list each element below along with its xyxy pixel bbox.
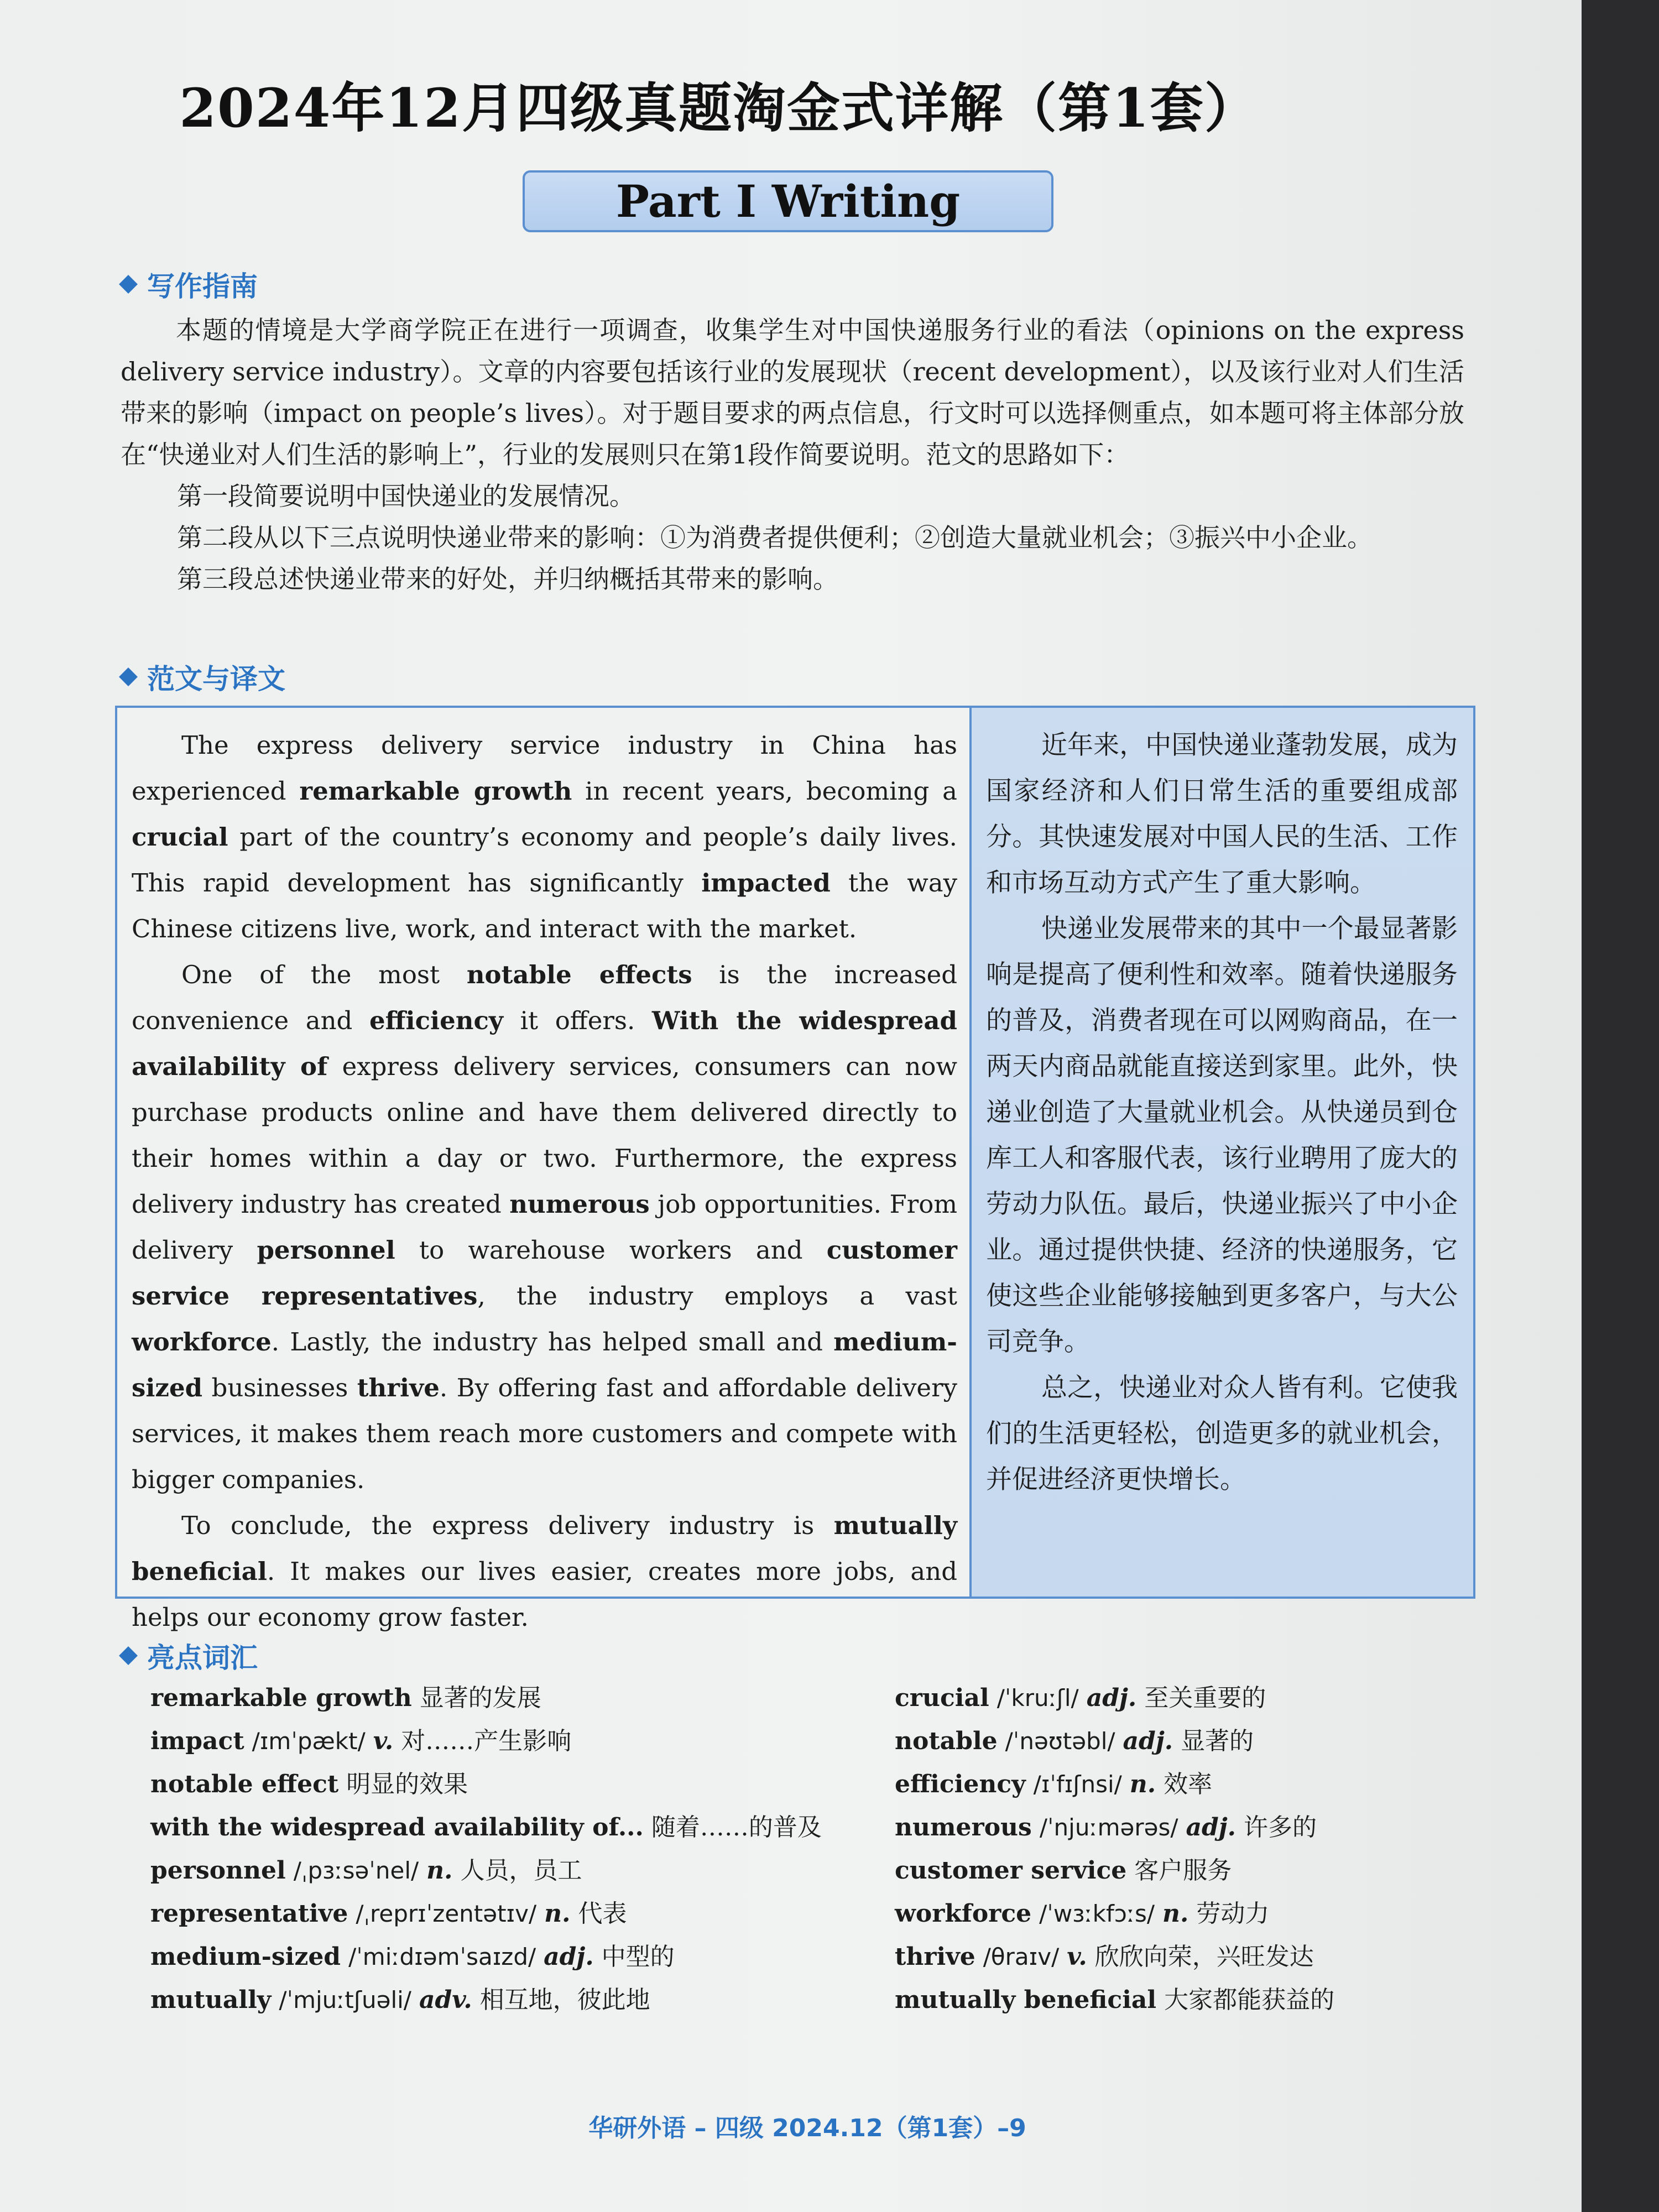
vocab-term: notable effect: [150, 1770, 339, 1798]
page-footer: 华研外语 – 四级 2024.12（第1套）–9: [588, 2114, 1026, 2142]
essay-box: [115, 706, 1475, 1632]
essay-text: . By offering fast and affordable delivery services, it makes them reach more customers and compete with bigger companies.: [132, 1373, 958, 1494]
vocab-meaning: 代表: [578, 1900, 627, 1928]
essay-en-paragraph: [132, 722, 957, 952]
highlight-term: numerous: [509, 1190, 650, 1219]
highlight-term: notable effects: [466, 960, 692, 989]
vocab-term: numerous: [895, 1813, 1032, 1841]
highlight-term: With the widespread availability of: [132, 1006, 957, 1081]
vocab-meaning: 相互地，彼此地: [479, 1986, 650, 2014]
essay-cn-paragraph: 总之，快递业对众人皆有利。它使我们的生活更轻松，创造更多的就业机会，并促进经济更快增长。: [986, 1373, 1458, 1495]
vocab-meaning: 大家都能获益的: [1164, 1986, 1335, 2014]
essay-english: [117, 708, 972, 1632]
essay-text: The express delivery service industry in China has experienced: [132, 731, 957, 806]
vocab-meaning: 明显的效果: [346, 1770, 468, 1798]
vocab-pronunciation: /ˈkruːʃl/: [997, 1684, 1079, 1712]
vocab-term: workforce: [895, 1900, 1032, 1928]
vocab-term: mutually beneficial: [895, 1986, 1157, 2014]
vocab-pronunciation: /ˈmiːdɪəmˈsaɪzd/: [348, 1943, 536, 1970]
diamond-bullet-icon: [119, 275, 138, 294]
essay-text: businesses: [202, 1373, 357, 1402]
essay-text: in recent years, becoming a: [572, 776, 957, 806]
vocab-pronunciation: /ˈmjuːtʃuəli/: [279, 1986, 411, 2013]
vocab-part-of-speech: n.: [1162, 1900, 1189, 1928]
vocab-term: personnel: [150, 1856, 286, 1885]
vocab-term: with the widespread availability of...: [150, 1813, 644, 1841]
essay-text: , the industry employs a vast: [477, 1281, 957, 1311]
page-title: 2024年12月四级真题淘金式详解（第1套）: [179, 77, 1259, 139]
vocab-meaning: 至关重要的: [1144, 1684, 1266, 1712]
guide-paragraph: 本题的情境是大学商学院正在进行一项调查，收集学生对中国快递服务行业的看法（opinions on the express delivery service industry）。文章的内容要包括该行业的发展现状（recent development），以及该行业对人们生活带来的影响（impact on people’s lives）。对于题目要求的两点信息，行文时可以选择侧重点，如本题可将主体部分放在“快递业对人们生活的影响上”，行业的发展则只在第1段作简要说明。范文的思路如下：: [121, 315, 1464, 469]
vocab-entry: [895, 1849, 1334, 1892]
vocab-meaning: 中型的: [601, 1943, 675, 1971]
vocab-entry: [895, 1720, 1334, 1763]
vocab-meaning: 欣欣向荣，兴旺发达: [1094, 1943, 1314, 1971]
vocab-entry: [150, 1936, 822, 1979]
vocab-part-of-speech: adj.: [544, 1943, 594, 1971]
vocab-part-of-speech: n.: [1129, 1770, 1156, 1798]
vocab-term: crucial: [895, 1684, 989, 1712]
essay-text: To conclude, the express delivery industry is: [181, 1511, 834, 1540]
vocab-list-left: [150, 1677, 822, 2022]
essay-cn-paragraph: 近年来，中国快递业蓬勃发展，成为国家经济和人们日常生活的重要组成部分。其快速发展对中国人民的生活、工作和市场互动方式产生了重大影响。: [986, 730, 1458, 898]
vocab-entry: [150, 1806, 822, 1849]
vocab-list-right: [895, 1677, 1334, 2022]
vocab-entry: [150, 1720, 822, 1763]
vocab-meaning: 显著的: [1181, 1727, 1254, 1755]
vocab-term: medium-sized: [150, 1943, 341, 1971]
vocab-term: efficiency: [895, 1770, 1026, 1798]
vocab-pronunciation: /ˌreprɪˈzentətɪv/: [356, 1900, 537, 1927]
highlight-term: mutually beneficial: [132, 1511, 957, 1586]
diamond-bullet-icon: [119, 667, 138, 686]
vocab-part-of-speech: n.: [544, 1900, 571, 1928]
essay-en-paragraph: [132, 952, 957, 1503]
guide-point: 第三段总述快递业带来的好处，并归纳概括其带来的影响。: [177, 564, 838, 594]
vocab-meaning: 许多的: [1244, 1813, 1317, 1841]
diamond-bullet-icon: [119, 1646, 138, 1665]
essay-text: . It makes our lives easier, creates more jobs, and helps our economy grow faster.: [132, 1557, 957, 1632]
essay-text: . Lastly, the industry has helped small and: [271, 1327, 834, 1357]
vocab-part-of-speech: n.: [426, 1856, 453, 1885]
essay-text: it offers.: [503, 1006, 652, 1035]
guide-point: 第二段从以下三点说明快递业带来的影响：①为消费者提供便利；②创造大量就业机会；③振兴中小企业。: [177, 523, 1373, 552]
highlight-term: crucial: [132, 822, 228, 852]
vocab-pronunciation: /ɪˈfɪʃnsi/: [1033, 1771, 1122, 1798]
highlight-term: workforce: [132, 1327, 272, 1357]
essay-text: the way Chinese citizens live, work, and interact with the market.: [132, 868, 957, 943]
highlight-term: personnel: [257, 1235, 395, 1265]
essay-chinese: [972, 708, 1473, 1597]
guide-point: 第一段简要说明中国快递业的发展情况。: [177, 481, 635, 511]
highlight-term: impacted: [701, 868, 831, 898]
vocab-meaning: 随着……的普及: [651, 1813, 822, 1841]
vocab-part-of-speech: adj.: [1186, 1813, 1236, 1841]
essay-heading: [122, 657, 285, 697]
vocab-term: representative: [150, 1900, 348, 1928]
vocab-entry: [895, 1806, 1334, 1849]
highlight-term: efficiency: [369, 1006, 504, 1035]
vocab-pronunciation: /ˈnjuːmərəs/: [1039, 1814, 1178, 1841]
vocab-part-of-speech: adv.: [419, 1986, 472, 2014]
vocab-entry: [895, 1763, 1334, 1806]
essay-text: to warehouse workers and: [395, 1235, 827, 1265]
vocab-meaning: 客户服务: [1134, 1856, 1232, 1885]
vocab-entry: [150, 1979, 822, 2022]
highlight-term: remarkable growth: [299, 776, 572, 806]
vocab-part-of-speech: v.: [373, 1727, 394, 1755]
writing-guide: [121, 310, 1464, 600]
essay-cn-paragraph: 快递业发展带来的其中一个最显著影响是提高了便利性和效率。随着快递服务的普及，消费者现在可以网购商品，在一两天内商品就能直接送到家里。此外，快递业创造了大量就业机会。从快递员到仓库工人和客服代表，该行业聘用了庞大的劳动力队伍。最后，快递业振兴了中小企业。通过提供快捷、经济的快递服务，它使这些企业能够接触到更多客户，与大公司竞争。: [986, 914, 1458, 1357]
highlight-term: customer service representatives: [132, 1235, 957, 1311]
vocab-pronunciation: /ˈnəʊtəbl/: [1005, 1728, 1115, 1755]
vocab-pronunciation: /ˈwɜːkfɔːs/: [1039, 1900, 1155, 1927]
vocab-heading: [122, 1636, 258, 1676]
vocab-entry: [150, 1892, 822, 1936]
vocab-pronunciation: /ɪmˈpækt/: [252, 1728, 366, 1755]
vocab-meaning: 对……产生影响: [401, 1727, 572, 1755]
vocab-entry: [895, 1936, 1334, 1979]
vocab-entry: [895, 1677, 1334, 1720]
vocab-meaning: 效率: [1164, 1770, 1213, 1798]
vocab-term: impact: [150, 1727, 244, 1755]
part-banner: Part I Writing: [523, 170, 1053, 232]
highlight-term: medium-sized: [132, 1327, 957, 1402]
vocab-term: remarkable growth: [150, 1684, 412, 1712]
vocab-pronunciation: /ˌpɜːsəˈnel/: [293, 1857, 419, 1884]
essay-text: job opportunities. From delivery: [132, 1190, 957, 1265]
vocab-entry: [895, 1979, 1334, 2022]
essay-text: part of the country’s economy and people’s daily lives. This rapid development has significantly: [132, 822, 957, 898]
vocab-part-of-speech: adj.: [1123, 1727, 1173, 1755]
vocab-term: customer service: [895, 1856, 1127, 1885]
guide-heading-label: 写作指南: [147, 270, 258, 302]
essay-text: One of the most: [181, 960, 467, 989]
vocab-part-of-speech: adj.: [1086, 1684, 1137, 1712]
vocab-entry: [895, 1892, 1334, 1936]
vocab-entry: [150, 1763, 822, 1806]
vocab-pronunciation: /θraɪv/: [983, 1943, 1060, 1970]
vocab-term: thrive: [895, 1943, 975, 1971]
vocab-meaning: 劳动力: [1196, 1900, 1270, 1928]
essay-heading-label: 范文与译文: [147, 663, 285, 695]
vocab-part-of-speech: v.: [1067, 1943, 1087, 1971]
essay-text: express delivery services, consumers can now purchase products online and have them delivered directly to their homes within a day or two. Furthermore, the express delivery industry has created: [132, 1052, 957, 1219]
essay-text: is the increased convenience and: [132, 960, 958, 1035]
vocab-entry: [150, 1677, 822, 1720]
vocab-meaning: 人员，员工: [460, 1856, 582, 1885]
vocab-meaning: 显著的发展: [419, 1684, 541, 1712]
vocab-entry: [150, 1849, 822, 1892]
vocab-term: notable: [895, 1727, 998, 1755]
highlight-term: thrive: [357, 1373, 440, 1402]
essay-en-paragraph: [132, 1503, 957, 1640]
vocab-heading-label: 亮点词汇: [147, 1642, 258, 1674]
guide-heading: [122, 264, 258, 304]
vocab-term: mutually: [150, 1986, 272, 2014]
